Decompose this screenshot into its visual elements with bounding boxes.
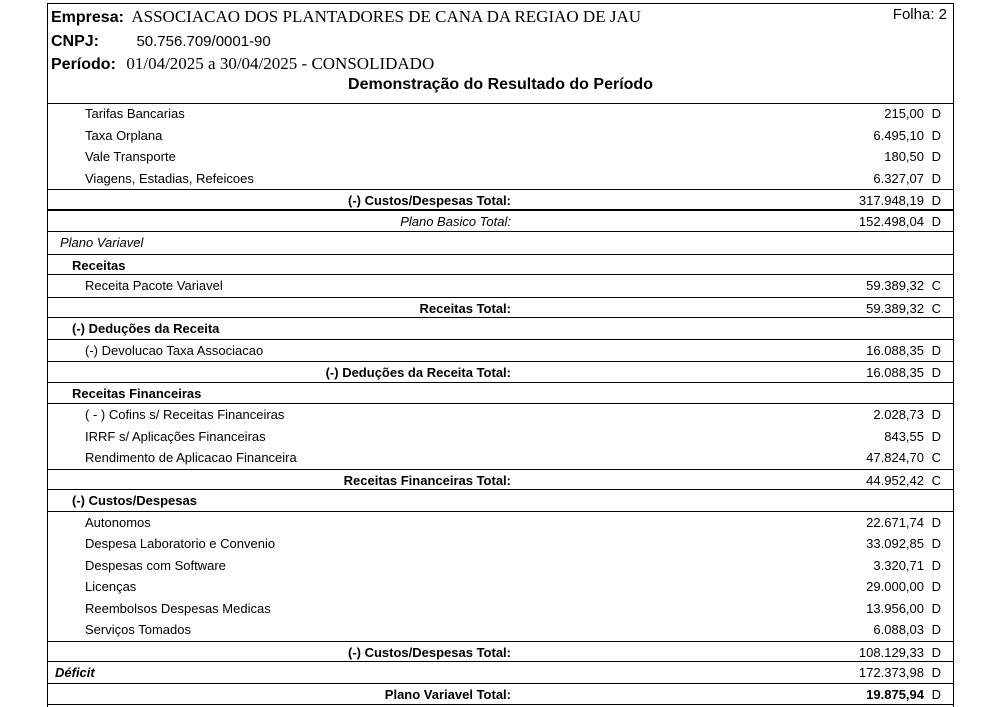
row-label: (-) Custos/Despesas Total: (347, 193, 511, 208)
row-dc: C (931, 472, 941, 488)
row-dc: D (931, 213, 941, 229)
row-value: 33.092,85 (866, 536, 924, 551)
row-label: Receita Pacote Variavel (85, 278, 223, 293)
row-value: 6.088,03 (873, 622, 924, 637)
row-label: Vale Transporte (85, 149, 176, 164)
row-value: 108.129,33 (858, 644, 924, 660)
cnpj-row (51, 31, 271, 53)
row-value: 19.875,94 (866, 686, 924, 702)
empresa-value: ASSOCIACAO DOS PLANTADORES DE CANA DA REGIAO DE JAU (131, 7, 641, 26)
row-label: Rendimento de Aplicacao Financeira (85, 450, 297, 465)
group-deducoes-receita (48, 318, 953, 340)
row-dc: D (931, 600, 941, 616)
row-value: 59.389,32 (866, 300, 924, 316)
row-value: 13.956,00 (866, 600, 924, 616)
row-dc: D (931, 622, 941, 637)
cnpj-label: CNPJ: (51, 33, 100, 50)
row-label: Despesa Laboratorio e Convenio (85, 536, 276, 551)
row-value: 317.948,19 (858, 193, 924, 208)
group-receitas (48, 254, 953, 276)
row-label: Autonomos (85, 514, 151, 530)
group-label: (-) Custos/Despesas (72, 493, 197, 508)
row-value: 2.028,73 (873, 407, 924, 422)
row-dc: D (931, 127, 941, 143)
row-dc: D (931, 106, 941, 121)
row-value: 152.498,04 (858, 213, 924, 229)
row-dc: D (931, 428, 941, 444)
group-label: Receitas Financeiras (72, 385, 202, 401)
row-despesa-laboratorio (48, 533, 953, 555)
row-label: Viagens, Estadias, Refeicoes (85, 170, 254, 186)
row-dc: D (931, 686, 941, 702)
cnpj-value: 50.756.709/0001-90 (136, 33, 271, 50)
row-value: 47.824,70 (866, 450, 924, 465)
row-irrf (48, 426, 953, 448)
row-dc: C (931, 278, 941, 293)
row-dc: D (931, 665, 941, 680)
row-label: Tarifas Bancarias (85, 106, 185, 121)
report-title: Demonstração do Resultado do Período (348, 76, 653, 93)
periodo-row (51, 53, 434, 75)
row-cofins (48, 404, 953, 426)
row-value: 6.327,07 (873, 170, 924, 186)
folha-number: Folha: 2 (892, 6, 947, 23)
row-dc: D (931, 342, 941, 358)
row-dc: D (931, 579, 941, 594)
row-label: Despesas com Software (85, 557, 226, 573)
section-plano-variavel (48, 232, 953, 254)
row-dc: D (931, 365, 941, 380)
group-label: (-) Deduções da Receita (72, 321, 220, 336)
periodo-label: Período: (51, 56, 116, 73)
row-receita-pacote-variavel (48, 275, 953, 297)
row-label: Serviços Tomados (85, 622, 191, 637)
row-vale-transporte (48, 146, 953, 168)
row-label: (-) Custos/Despesas Total: (347, 644, 511, 660)
row-label: Receitas Financeiras Total: (343, 472, 511, 488)
row-value: 215,00 (884, 106, 924, 121)
row-dc: D (931, 536, 941, 551)
row-viagens (48, 168, 953, 190)
row-dc: D (931, 514, 941, 530)
empresa-row (51, 6, 641, 28)
row-dc: C (931, 450, 941, 465)
row-despesas-software (48, 555, 953, 577)
row-receitas-financeiras-total (48, 469, 953, 491)
row-value: 59.389,32 (866, 278, 924, 293)
row-dc: D (931, 149, 941, 164)
row-dc: D (931, 170, 941, 186)
row-value: 44.952,42 (866, 472, 924, 488)
row-receitas-total (48, 297, 953, 319)
row-dc: D (931, 644, 941, 660)
row-dc: C (931, 300, 941, 316)
row-label: (-) Deduções da Receita Total: (325, 365, 511, 380)
row-label: ( - ) Cofins s/ Receitas Financeiras (85, 407, 285, 422)
row-value: 172.373,98 (858, 665, 924, 680)
row-licencas (48, 576, 953, 598)
periodo-value: 01/04/2025 a 30/04/2025 - CONSOLIDADO (126, 54, 435, 73)
row-servicos-tomados (48, 619, 953, 641)
row-value: 16.088,35 (866, 365, 924, 380)
group-receitas-financeiras (48, 383, 953, 405)
row-value: 6.495,10 (873, 127, 924, 143)
report-page (47, 3, 954, 707)
row-dc: D (931, 557, 941, 573)
row-tarifas-bancarias (48, 103, 953, 125)
row-value: 3.320,71 (873, 557, 924, 573)
row-label: (-) Devolucao Taxa Associacao (85, 342, 264, 358)
row-label: Déficit (55, 665, 95, 680)
row-custos-despesas-total-basico (48, 189, 953, 211)
group-custos-despesas (48, 490, 953, 512)
row-label: Plano Basico Total: (400, 213, 511, 229)
row-label: Licenças (85, 579, 137, 594)
row-label: Taxa Orplana (85, 127, 163, 143)
row-custos-despesas-total-variavel (48, 641, 953, 663)
row-devolucao-taxa (48, 340, 953, 362)
row-label: Plano Variavel Total: (384, 686, 511, 702)
row-dc: D (931, 407, 941, 422)
row-label: IRRF s/ Aplicações Financeiras (85, 428, 266, 444)
row-deducoes-total (48, 361, 953, 383)
row-dc: D (931, 193, 941, 208)
empresa-label: Empresa: (51, 9, 124, 26)
row-plano-variavel-total (48, 684, 953, 706)
row-rendimento (48, 447, 953, 469)
row-value: 16.088,35 (866, 342, 924, 358)
statement-table (48, 103, 953, 705)
row-autonomos (48, 512, 953, 534)
row-label: Reembolsos Despesas Medicas (85, 600, 271, 616)
row-deficit (48, 662, 953, 684)
group-label: Receitas (72, 257, 126, 273)
section-label: Plano Variavel (60, 235, 144, 250)
row-value: 843,55 (884, 428, 924, 444)
row-label: Receitas Total: (419, 300, 511, 316)
row-reembolsos (48, 598, 953, 620)
row-taxa-orplana (48, 125, 953, 147)
row-value: 180,50 (884, 149, 924, 164)
row-value: 29.000,00 (866, 579, 924, 594)
row-value: 22.671,74 (866, 514, 924, 530)
row-plano-basico-total (48, 211, 953, 233)
